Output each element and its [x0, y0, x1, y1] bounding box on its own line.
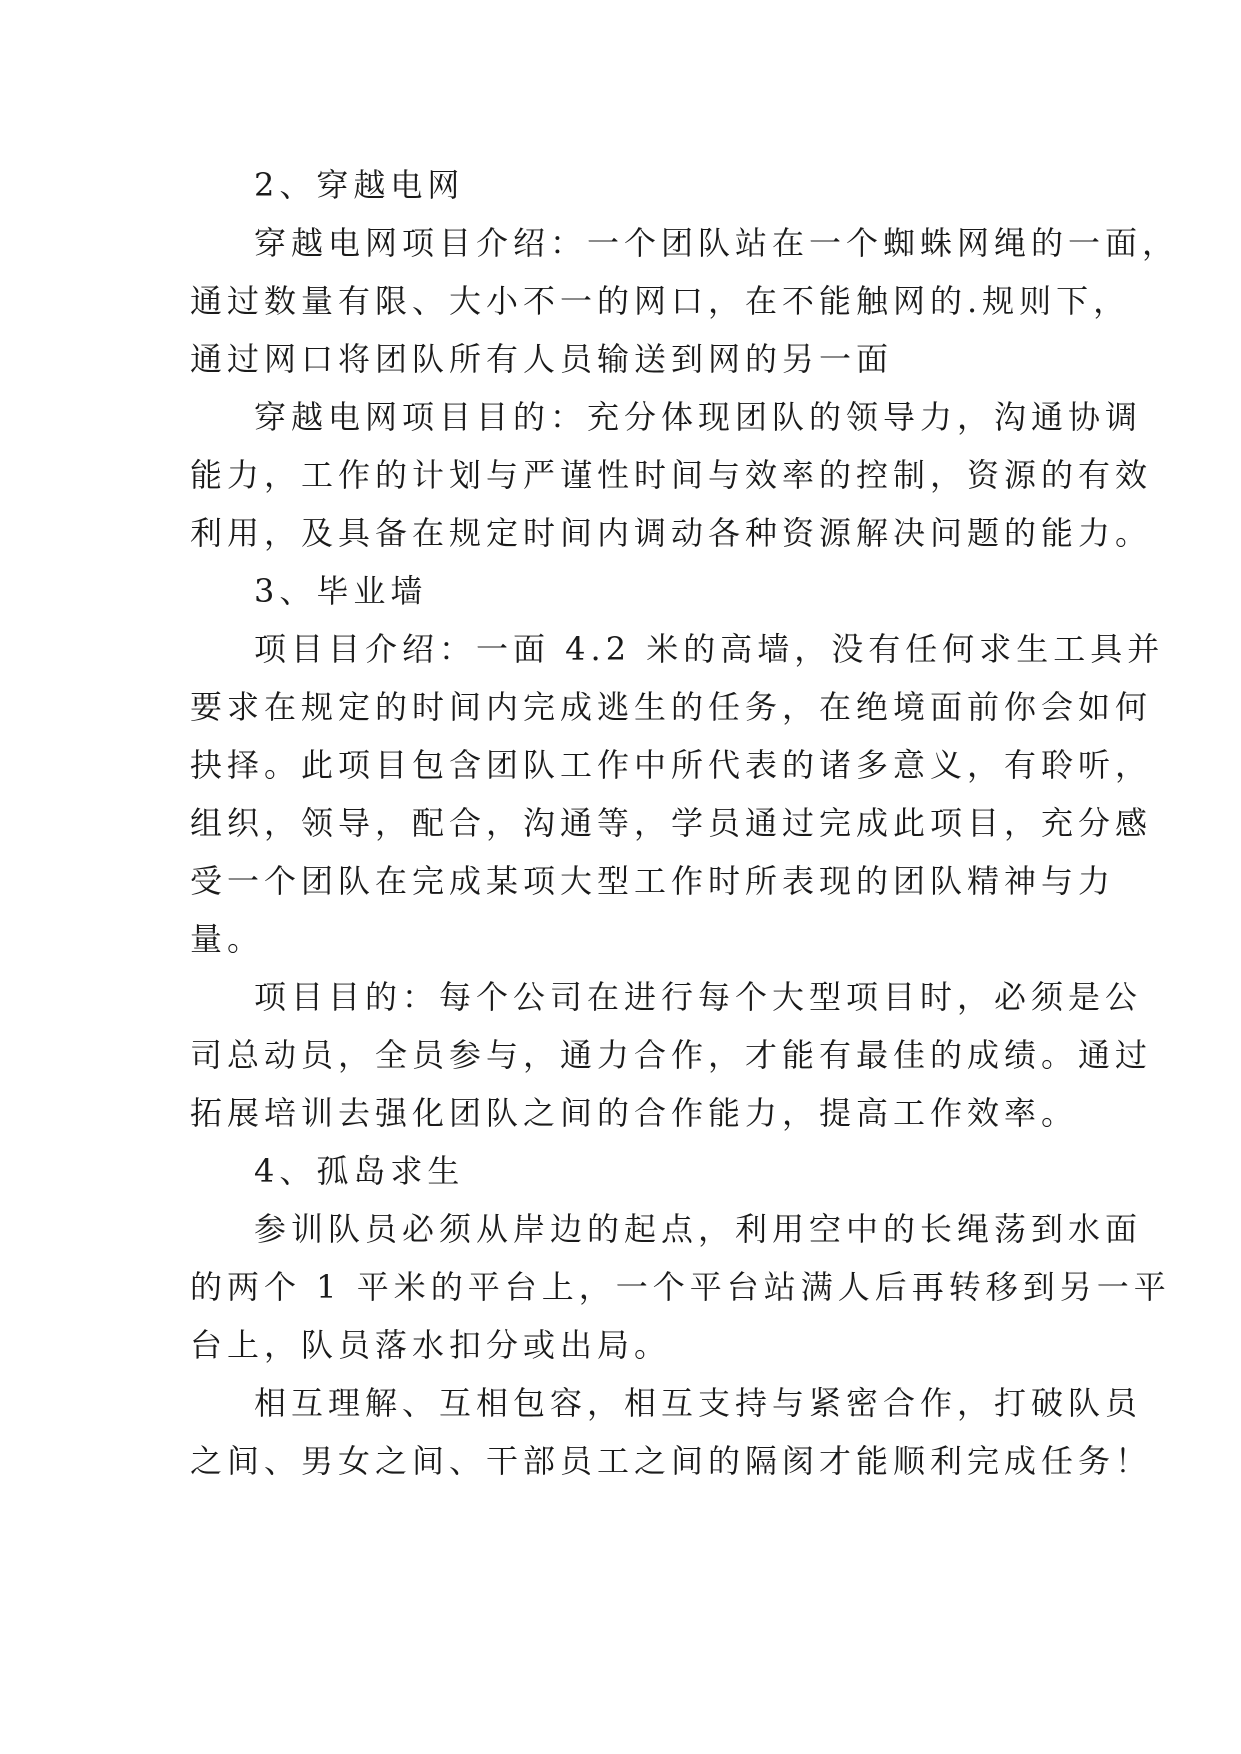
document-body [190, 156, 1180, 1490]
paragraph-line: 穿越电网项目目的：充分体现团队的领导力，沟通协调 [254, 398, 1143, 436]
paragraph-line: 之间、男女之间、干部员工之间的隔阂才能顺利完成任务！ [190, 1442, 1153, 1480]
paragraph-line: 组织，领导，配合，沟通等，学员通过完成此项目，充分感 [190, 804, 1153, 842]
paragraph-line: 项目目的：每个公司在进行每个大型项目时，必须是公 [254, 978, 1143, 1016]
section-heading: 3、毕业墙 [254, 572, 428, 610]
paragraph-line: 司总动员，全员参与，通力合作，才能有最佳的成绩。通过 [190, 1036, 1153, 1074]
paragraph-line: 能力，工作的计划与严谨性时间与效率的控制，资源的有效 [190, 456, 1153, 494]
paragraph-line: 量。 [190, 920, 265, 958]
paragraph-line: 穿越电网项目介绍：一个团队站在一个蜘蛛网绳的一面， [254, 224, 1180, 262]
paragraph-line: 台上，队员落水扣分或出局。 [190, 1326, 672, 1364]
paragraph-line: 抉择。此项目包含团队工作中所代表的诸多意义，有聆听， [190, 746, 1153, 784]
paragraph-line: 要求在规定的时间内完成逃生的任务，在绝境面前你会如何 [190, 688, 1153, 726]
paragraph-line: 通过网口将团队所有人员输送到网的另一面 [190, 340, 894, 378]
section-heading: 2、穿越电网 [254, 166, 465, 204]
paragraph-line: 拓展培训去强化团队之间的合作能力，提高工作效率。 [190, 1094, 1079, 1132]
paragraph-line: 参训队员必须从岸边的起点，利用空中的长绳荡到水面 [254, 1210, 1143, 1248]
paragraph-line: 的两个 1 平米的平台上，一个平台站满人后再转移到另一平 [190, 1268, 1171, 1306]
paragraph-line: 利用，及具备在规定时间内调动各种资源解决问题的能力。 [190, 514, 1153, 552]
paragraph-line: 受一个团队在完成某项大型工作时所表现的团队精神与力 [190, 862, 1116, 900]
paragraph-line: 项目目介绍：一面 4.2 米的高墙，没有任何求生工具并 [254, 630, 1165, 668]
paragraph-line: 通过数量有限、大小不一的网口，在不能触网的.规则下， [190, 282, 1131, 320]
paragraph-line: 相互理解、互相包容，相互支持与紧密合作，打破队员 [254, 1384, 1143, 1422]
section-heading: 4、孤岛求生 [254, 1152, 465, 1190]
